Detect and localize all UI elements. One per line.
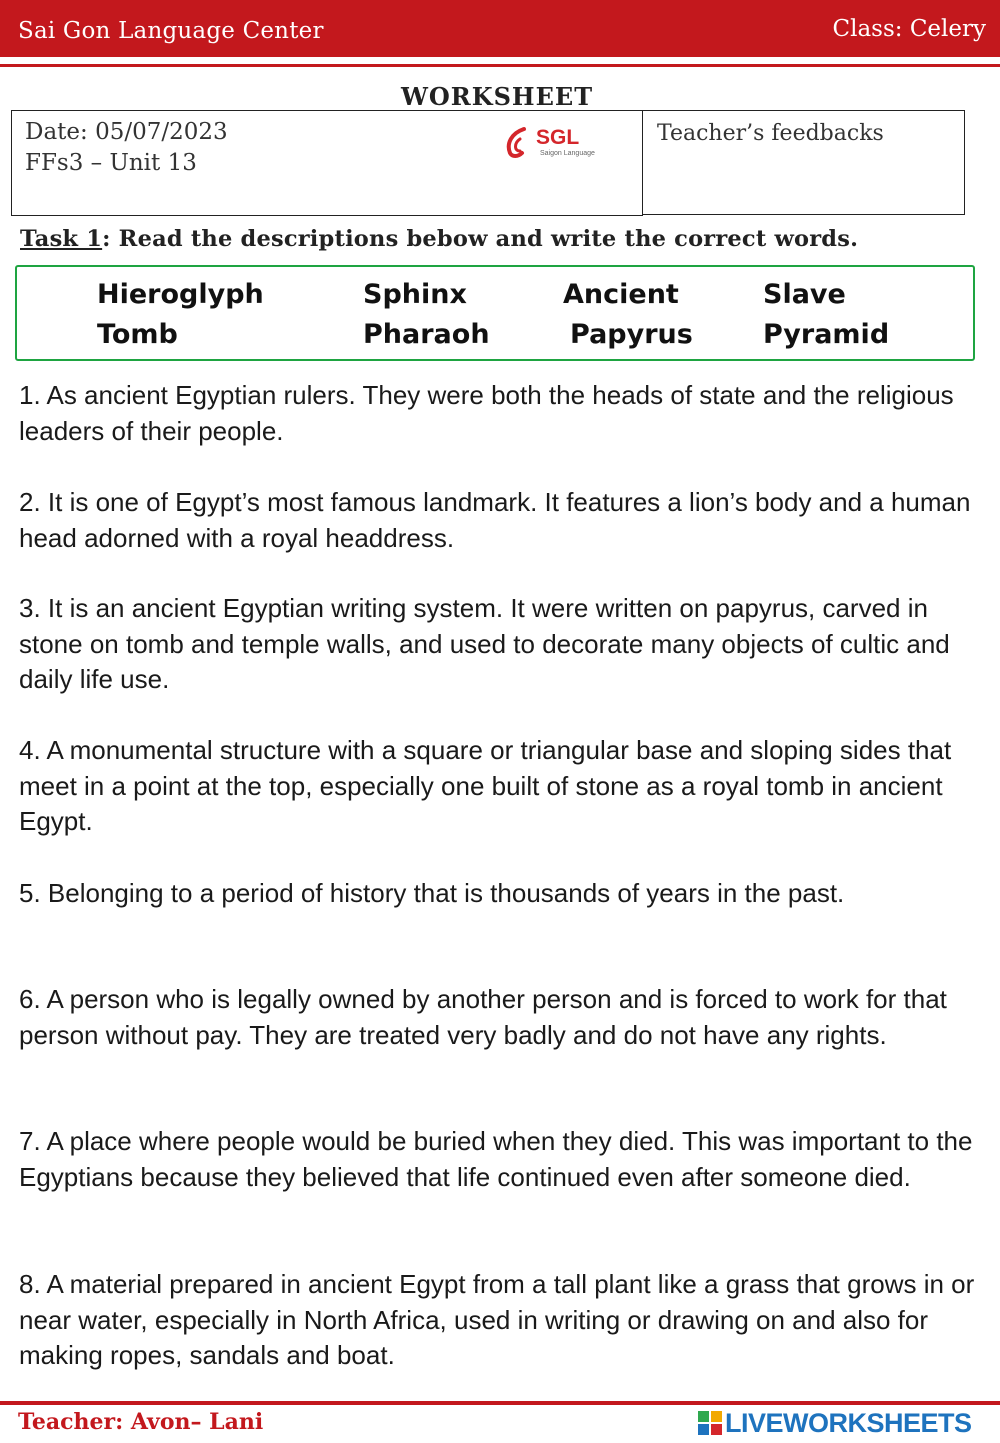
- question-5: 5. Belonging to a period of history that is thousands of years in the past.: [19, 878, 845, 908]
- sgl-swoosh-icon: [500, 123, 540, 163]
- question-7: 7. A place where people would be buried when they died. This was important to the Egyptians because they believed that life continued even after someone died.: [19, 1126, 973, 1192]
- center-name: Sai Gon Language Center: [18, 18, 324, 44]
- teacher-name: Teacher: Avon– Lani: [18, 1409, 264, 1435]
- task-instruction: [20, 226, 858, 252]
- feedback-label: Teacher’s feedbacks: [657, 121, 884, 146]
- question-2: 2. It is one of Egypt’s most famous landmark. It features a lion’s body and a human head adorned with a royal headdress.: [19, 487, 971, 553]
- word-bank-item: Pyramid: [763, 319, 890, 350]
- word-bank-item: Pharaoh: [363, 319, 490, 350]
- logo-subtext: Saigon Language: [540, 150, 595, 157]
- task-label: Task 1: [20, 226, 103, 252]
- unit-text: FFs3 – Unit 13: [25, 150, 197, 176]
- question-4: 4. A monumental structure with a square or triangular base and sloping sides that meet in a point at the top, especially one built of stone as a royal tomb in ancient Egypt.: [19, 735, 952, 836]
- logo-text: SGL: [536, 126, 580, 149]
- date-text: Date: 05/07/2023: [25, 119, 228, 145]
- worksheet-title: WORKSHEET: [400, 82, 594, 111]
- word-bank-item: Tomb: [97, 319, 178, 350]
- brand-text: LIVEWORKSHEETS: [725, 1408, 972, 1438]
- word-bank-item: Slave: [763, 279, 846, 310]
- task-text: : Read the descriptions bebow and write the correct words.: [102, 226, 859, 252]
- question-6: 6. A person who is legally owned by another person and is forced to work for that person without pay. They are treated very badly and do not have any rights.: [19, 984, 947, 1050]
- class-name: Class: Celery: [832, 16, 986, 42]
- word-bank-item: Hieroglyph: [97, 279, 264, 310]
- header-bar: [0, 0, 1000, 57]
- question-8: 8. A material prepared in ancient Egypt from a tall plant like a grass that grows in or near water, especially in North Africa, used in writing or drawing on and also for making ropes, sandals and boat.: [19, 1269, 975, 1370]
- info-box: [11, 110, 643, 216]
- liveworksheets-logo-icon: [698, 1411, 722, 1435]
- word-bank-item: Papyrus: [570, 319, 693, 350]
- word-bank: [15, 265, 975, 361]
- word-bank-item: Sphinx: [363, 279, 467, 310]
- footer-divider: [0, 1401, 1000, 1405]
- question-3: 3. It is an ancient Egyptian writing system. It were written on papyrus, carved in stone on tomb and temple walls, and used to decorate many objects of cultic and daily life use.: [19, 593, 950, 694]
- word-bank-item: Ancient: [563, 279, 679, 310]
- feedback-box[interactable]: [643, 110, 965, 215]
- liveworksheets-brand[interactable]: [698, 1408, 998, 1438]
- header-divider: [0, 64, 1000, 67]
- question-1: 1. As ancient Egyptian rulers. They were both the heads of state and the religious leaders of their people.: [19, 380, 954, 446]
- sgl-logo: [500, 123, 600, 163]
